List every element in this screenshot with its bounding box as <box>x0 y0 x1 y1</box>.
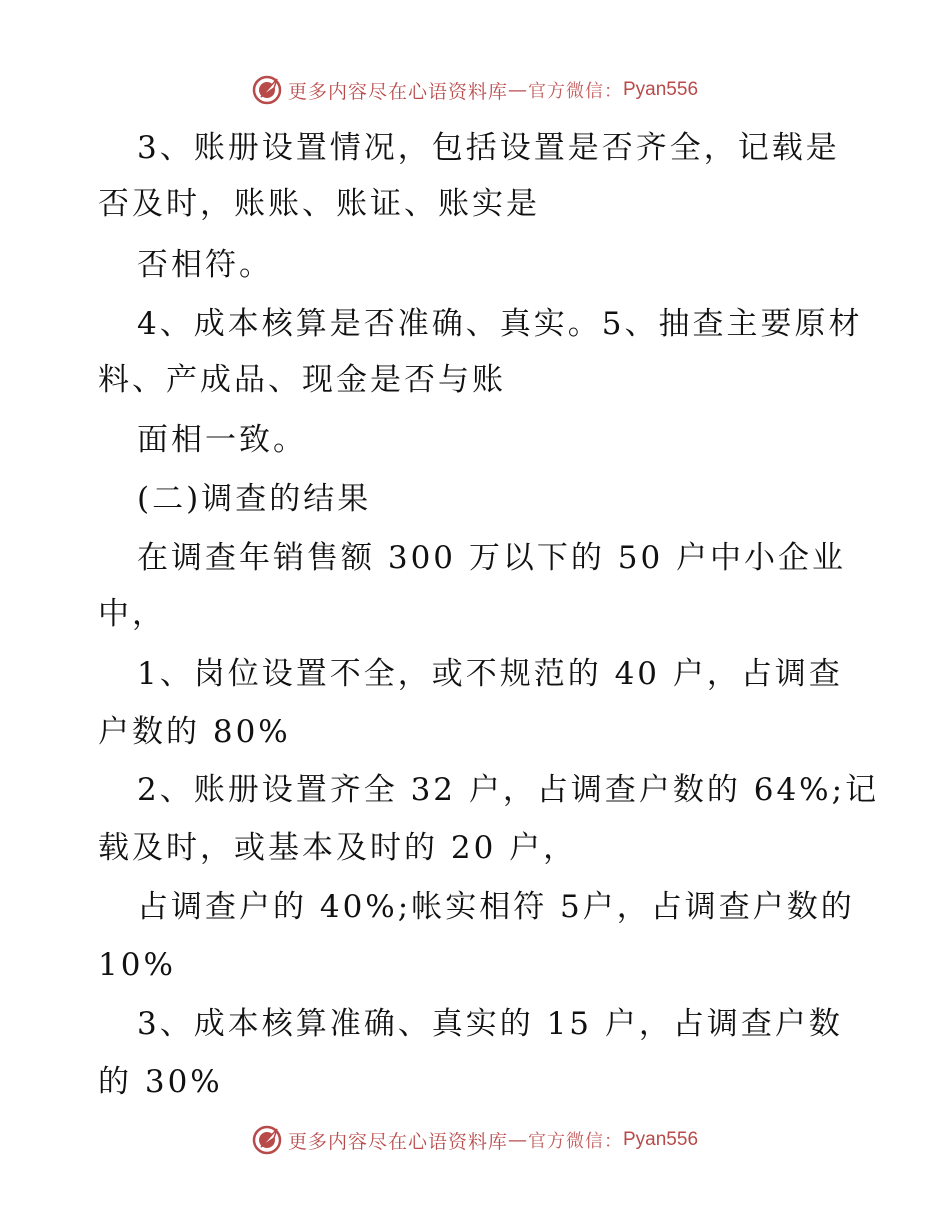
quill-logo-icon <box>252 1125 282 1155</box>
header-site-text: 更多内容尽在心语资料库 <box>287 80 508 103</box>
body-line-1: 3、账册设置情况，包括设置是否齐全，记载是 <box>137 130 840 166</box>
body-line-8: 在调查年销售额 300 万以下的 50 户中小企业 <box>137 540 847 576</box>
section-heading: (二)调查的结果 <box>137 481 372 517</box>
body-line-5: 料、产成品、现金是否与账 <box>98 362 506 398</box>
quill-logo-icon <box>252 75 282 105</box>
body-line-4: 4、成本核算是否准确、真实。5、抽查主要原材 <box>137 306 863 342</box>
header-dash: — <box>508 79 528 101</box>
footer-dash: — <box>508 1129 528 1151</box>
body-line-11: 户数的 80% <box>98 714 291 750</box>
body-line-17: 的 30% <box>98 1064 223 1100</box>
header-banner <box>0 70 950 110</box>
body-line-10: 1、岗位设置不全，或不规范的 40 户，占调查 <box>137 656 843 692</box>
header-wechat-id: Pyan556 <box>623 79 699 100</box>
footer-banner <box>0 1120 950 1160</box>
body-line-3: 否相符。 <box>137 247 273 283</box>
body-line-12: 2、账册设置齐全 32 户，占调查户数的 64%;记 <box>137 772 880 808</box>
footer-site-text: 更多内容尽在心语资料库 <box>287 1130 508 1153</box>
body-line-15: 10% <box>98 947 176 983</box>
footer-wechat-label: 官方微信： <box>528 1131 623 1152</box>
footer-wechat-id: Pyan556 <box>623 1129 699 1150</box>
header-wechat-label: 官方微信： <box>528 81 623 102</box>
body-line-14: 占调查户的 40%;帐实相符 5户，占调查户数的 <box>137 889 855 925</box>
body-line-16: 3、成本核算准确、真实的 15 户，占调查户数 <box>137 1006 843 1042</box>
body-line-6: 面相一致。 <box>137 422 307 458</box>
body-line-13: 载及时，或基本及时的 20 户， <box>98 830 578 866</box>
body-line-9: 中， <box>98 596 166 632</box>
body-line-2: 否及时，账账、账证、账实是 <box>98 186 540 222</box>
